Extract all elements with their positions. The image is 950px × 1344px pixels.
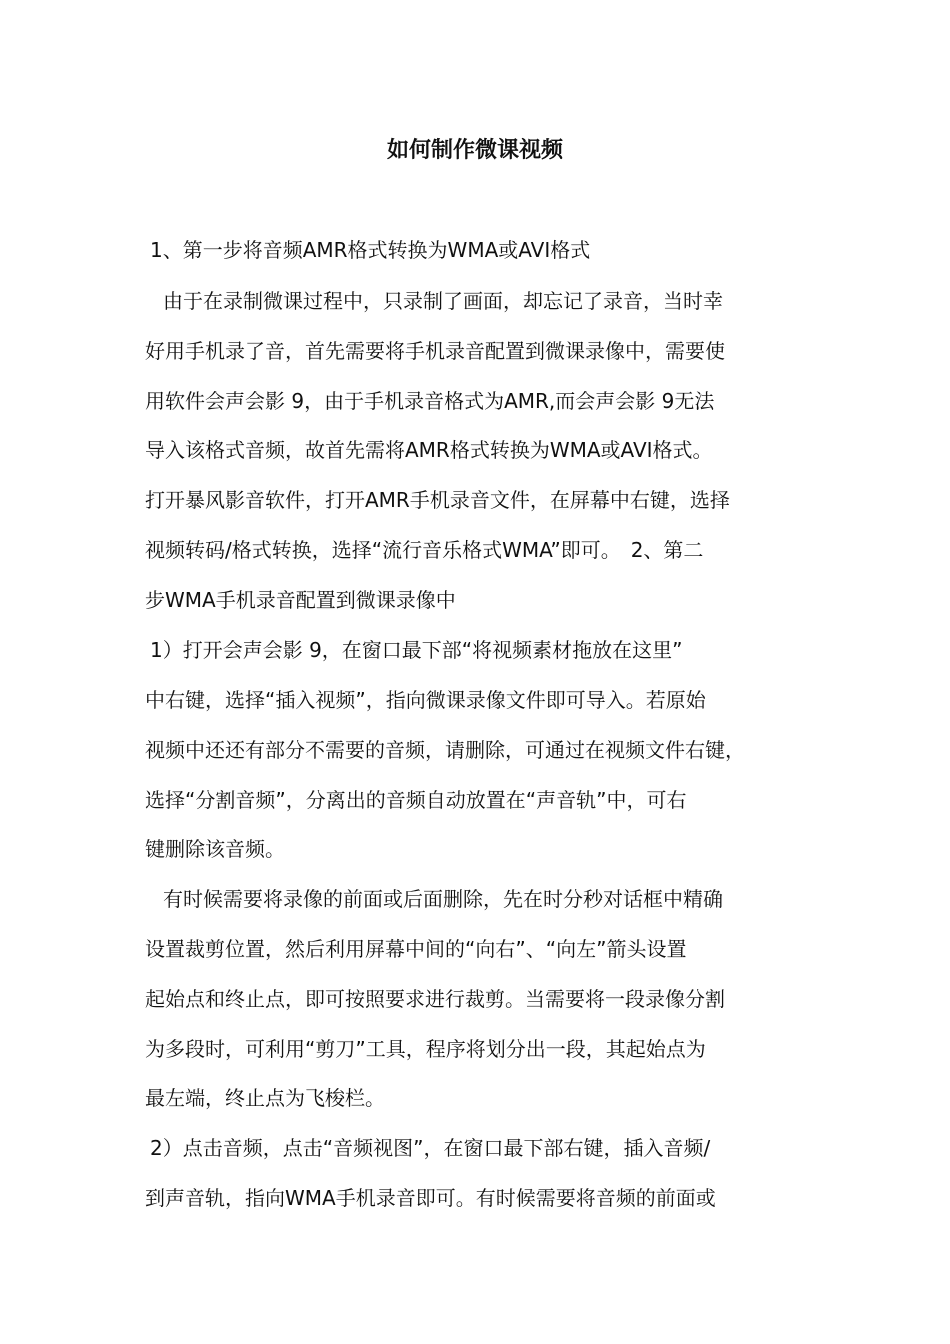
paragraph-line: 步WMA手机录音配置到微课录像中 bbox=[145, 588, 456, 612]
paragraph-line: 设置裁剪位置，然后利用屏幕中间的“向右”、“向左”箭头设置 bbox=[145, 937, 687, 961]
paragraph-line: 有时候需要将录像的前面或后面删除，先在时分秒对话框中精确 bbox=[163, 887, 723, 911]
paragraph-line: 由于在录制微课过程中，只录制了画面，却忘记了录音，当时幸 bbox=[163, 289, 723, 313]
paragraph-line: 视频中还还有部分不需要的音频，请删除，可通过在视频文件右键， bbox=[145, 738, 745, 762]
paragraph-line: 视频转码/格式转换，选择“流行音乐格式WMA”即可。 2、第二 bbox=[145, 538, 704, 562]
paragraph-line: 起始点和终止点，即可按照要求进行裁剪。当需要将一段录像分割 bbox=[145, 987, 725, 1011]
paragraph-line: 键删除该音频。 bbox=[145, 837, 285, 861]
paragraph-line: 导入该格式音频，故首先需将AMR格式转换为WMA或AVI格式。 bbox=[145, 438, 713, 462]
paragraph-line: 选择“分割音频”，分离出的音频自动放置在“声音轨”中，可右 bbox=[145, 788, 687, 812]
heading-step-1: 1、第一步将音频AMR格式转换为WMA或AVI格式 bbox=[150, 238, 591, 262]
paragraph-line: 打开暴风影音软件，打开AMR手机录音文件，在屏幕中右键，选择 bbox=[145, 488, 730, 512]
paragraph-line: 最左端，终止点为飞梭栏。 bbox=[145, 1086, 385, 1110]
document-title: 如何制作微课视频 bbox=[386, 138, 563, 163]
list-item-1: 1）打开会声会影 9，在窗口最下部“将视频素材拖放在这里” bbox=[150, 638, 683, 662]
paragraph-line: 好用手机录了音，首先需要将手机录音配置到微课录像中，需要使 bbox=[145, 339, 725, 363]
paragraph-line: 中右键，选择“插入视频”，指向微课录像文件即可导入。若原始 bbox=[145, 688, 706, 712]
paragraph-line: 用软件会声会影 9，由于手机录音格式为AMR,而会声会影 9无法 bbox=[145, 389, 715, 413]
paragraph-line: 为多段时，可利用“剪刀”工具，程序将划分出一段，其起始点为 bbox=[145, 1037, 706, 1061]
list-item-2: 2）点击音频，点击“音频视图”，在窗口最下部右键，插入音频/ bbox=[150, 1136, 711, 1160]
paragraph-line: 到声音轨，指向WMA手机录音即可。有时候需要将音频的前面或 bbox=[145, 1186, 716, 1210]
